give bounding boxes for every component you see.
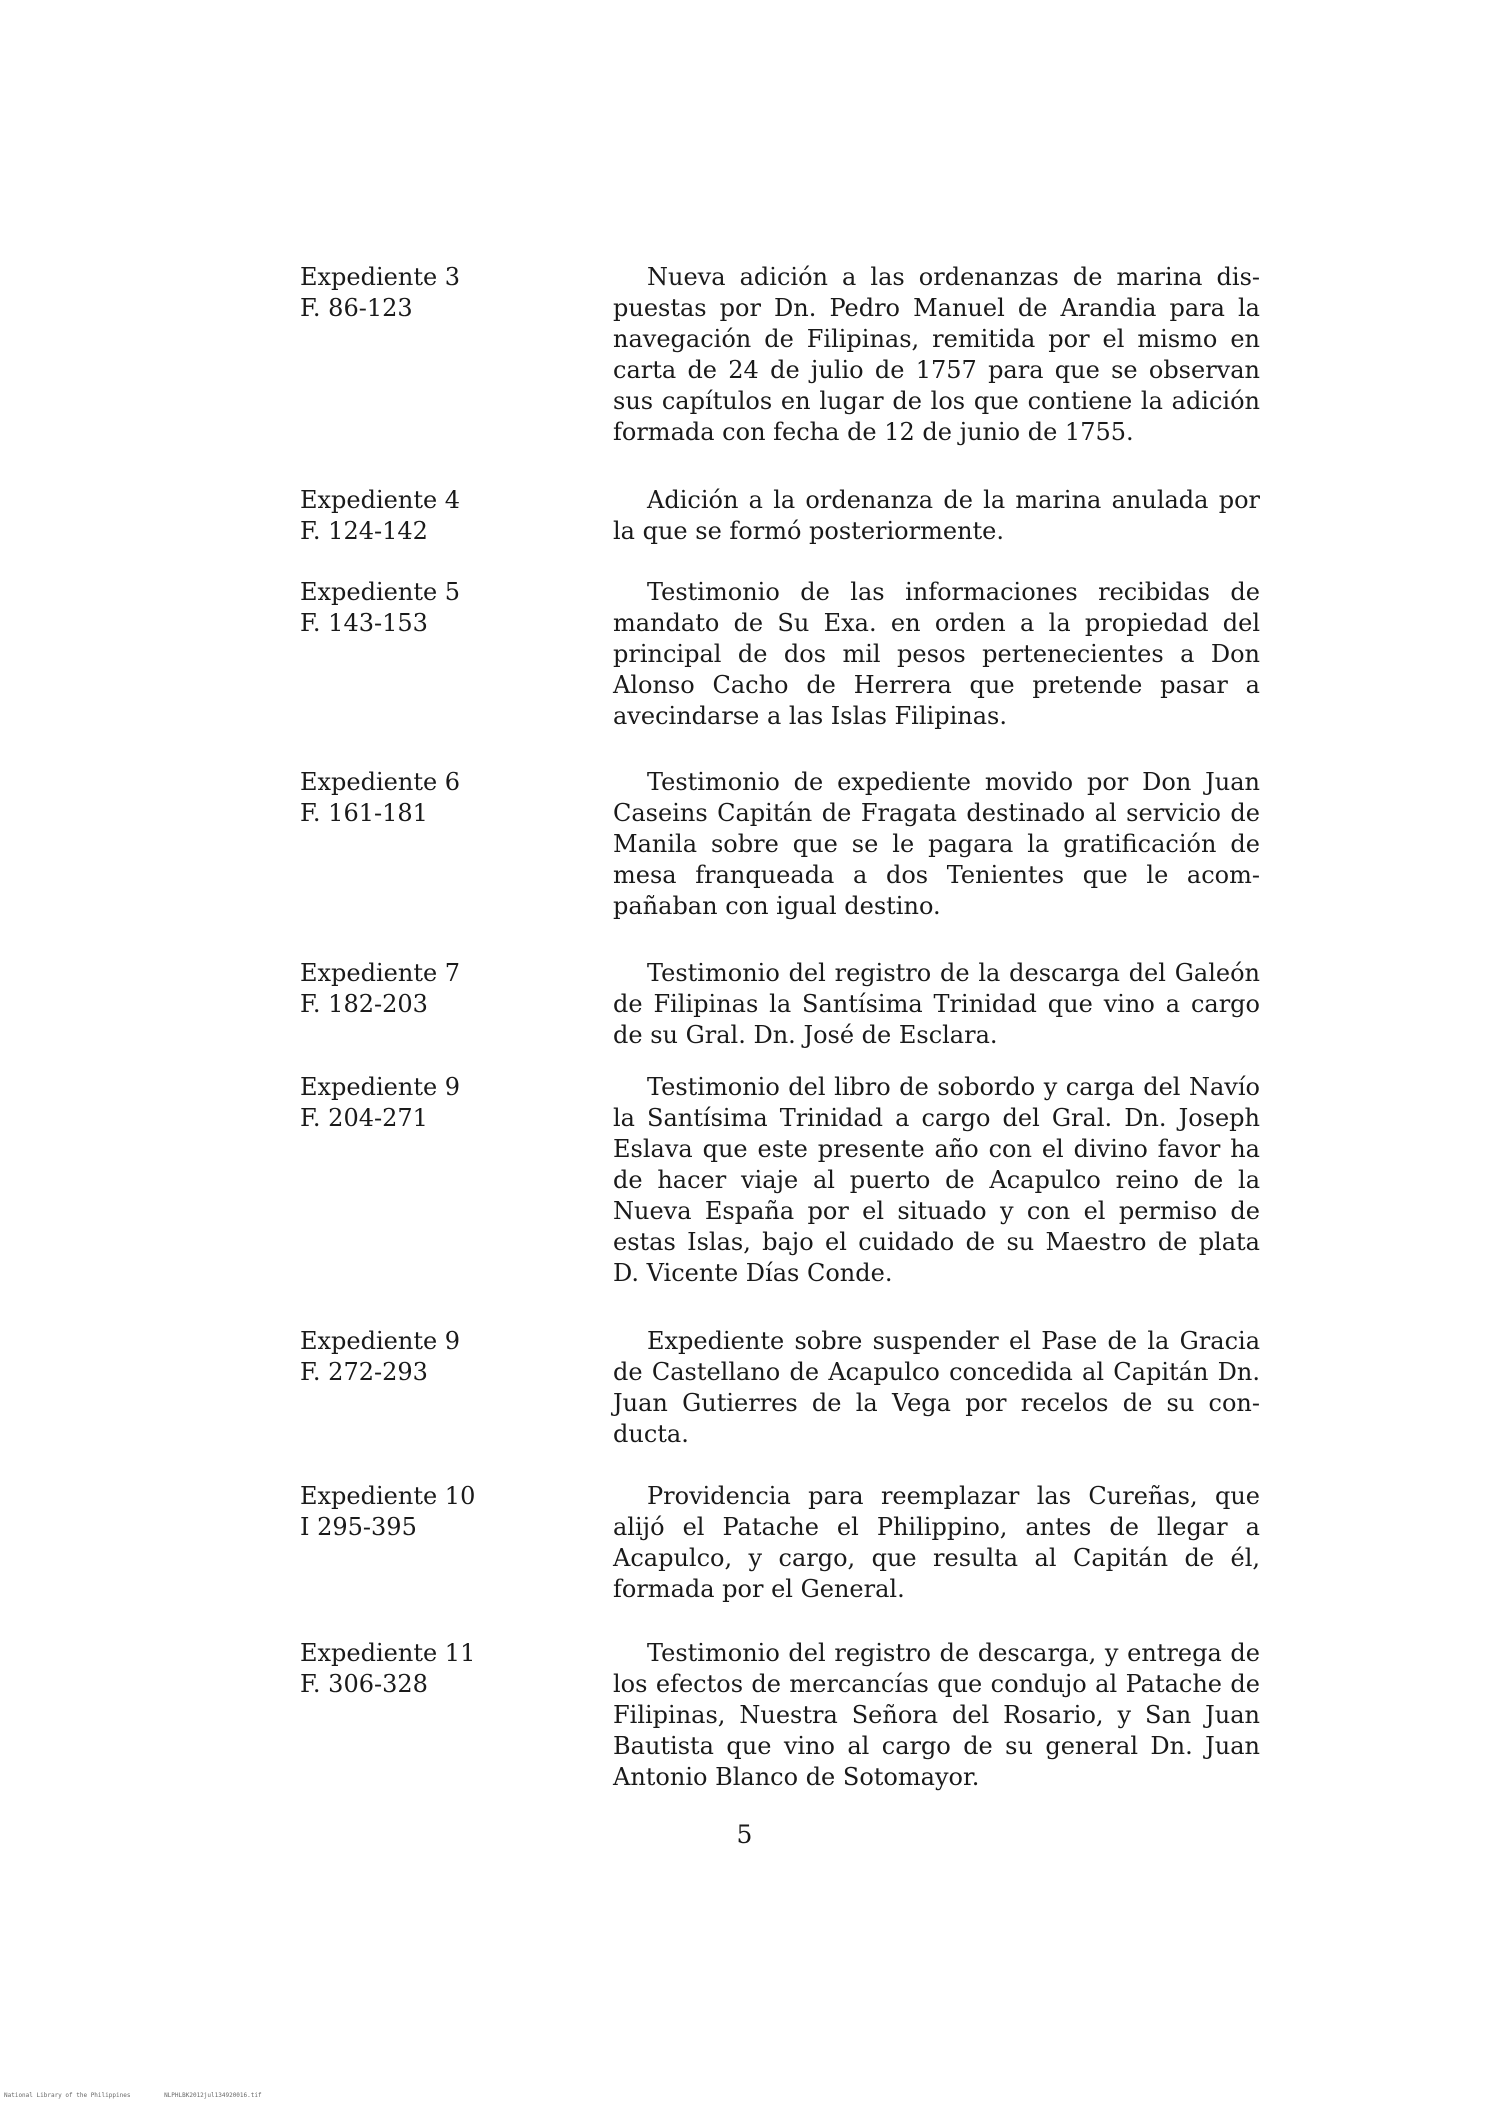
entry-description: Adición a la ordenanza de la marina anulada por la que se formó posteriormente. <box>613 486 1260 545</box>
footer-library-name: National Library of the Philippines <box>4 2092 131 2099</box>
entry-folios: F. 86-123 <box>300 294 413 322</box>
entry-folios: F. 204-271 <box>300 1104 428 1132</box>
entry-reference <box>300 1481 530 1543</box>
entry-reference <box>300 1638 530 1700</box>
entry-label: Expediente 3 <box>300 263 461 291</box>
scan-footer <box>4 2092 262 2099</box>
entry-description: Expediente sobre suspender el Pase de la Gracia de Castellano de Acapulco concedida al Capitán Dn. Juan Gutierres de la Vega por recelos de su conducta. <box>613 1327 1260 1448</box>
entry-label: Expediente 11 <box>300 1639 476 1667</box>
entry-reference <box>300 577 530 639</box>
entry-folios: F. 161-181 <box>300 799 428 827</box>
entry-description: Testimonio del registro de descarga, y entrega de los efectos de mercancías que condujo al Patache de Filipinas, Nuestra Señora del Rosario, y San Juan Bautista que vino al cargo de su general Dn. Juan Antonio Blanco de Sotomayor. <box>613 1639 1260 1791</box>
entry-folios: F. 124-142 <box>300 517 428 545</box>
entry-label: Expediente 9 <box>300 1073 461 1101</box>
entry-reference <box>300 485 530 547</box>
entry-folios: F. 272-293 <box>300 1358 428 1386</box>
entry-description: Testimonio de expediente movido por Don Juan Caseins Capitán de Fragata destinado al servicio de Manila sobre que se le pagara la gratificación de mesa franqueada a dos Tenientes que le acompañaban con igual destino. <box>613 768 1260 920</box>
entry-label: Expediente 4 <box>300 486 461 514</box>
entry-description: Nueva adición a las ordenanzas de marina dispuestas por Dn. Pedro Manuel de Arandia para la navegación de Filipinas, remitida por el mismo en carta de 24 de julio de 1757 para que se observan sus capítulos en lugar de los que contiene la adición formada con fecha de 12 de junio de 1755. <box>613 263 1260 446</box>
entry-folios: F. 306-328 <box>300 1670 428 1698</box>
entry-label: Expediente 9 <box>300 1327 461 1355</box>
footer-file-name: NLPHLBK2012jul134920016.tif <box>164 2092 262 2099</box>
entry-label: Expediente 10 <box>300 1482 476 1510</box>
entry-label: Expediente 6 <box>300 768 461 796</box>
entry-label: Expediente 5 <box>300 578 461 606</box>
entry-label: Expediente 7 <box>300 959 461 987</box>
entry-description: Testimonio del registro de la descarga del Galeón de Filipinas la Santísima Trinidad que vino a cargo de su Gral. Dn. José de Esclara. <box>613 959 1260 1049</box>
entry-reference <box>300 1326 530 1388</box>
entry-reference <box>300 958 530 1020</box>
entry-folios: F. 143-153 <box>300 609 428 637</box>
entry-reference <box>300 1072 530 1134</box>
entry-folios: F. 182-203 <box>300 990 428 1018</box>
entry-reference <box>300 262 530 324</box>
entry-description: Testimonio de las informaciones recibidas de mandato de Su Exa. en orden a la propiedad del principal de dos mil pesos pertenecientes a Don Alonso Cacho de Herrera que pretende pasar a avecindarse a las Islas Filipinas. <box>613 578 1260 730</box>
entry-folios: I 295-395 <box>300 1513 417 1541</box>
entry-description: Testimonio del libro de sobordo y carga del Navío la Santísima Trinidad a cargo del Gral. Dn. Joseph Eslava que este presente año con el divino favor ha de hacer viaje al puerto de Acapulco reino de la Nueva España por el situado y con el permiso de estas Islas, bajo el cuidado de su Maestro de plata D. Vicente Días Conde. <box>613 1073 1260 1287</box>
entry-reference <box>300 767 530 829</box>
page-number: 5 <box>736 1820 753 1849</box>
entry-description: Providencia para reemplazar las Cureñas, que alijó el Patache el Philippino, antes de llegar a Acapulco, y cargo, que resulta al Capitán de él, formada por el General. <box>613 1482 1260 1603</box>
